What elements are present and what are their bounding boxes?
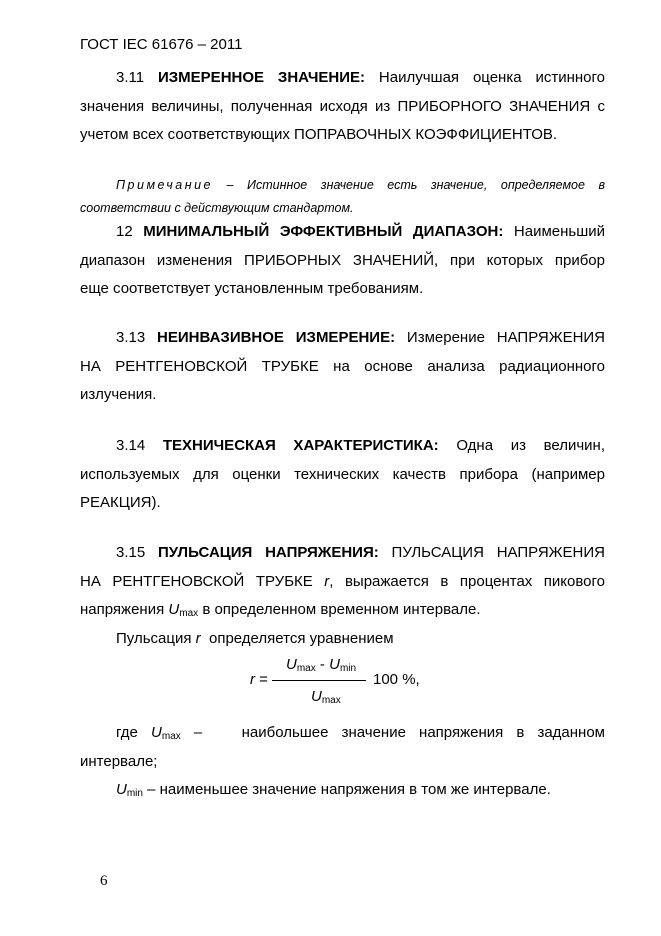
sub-min: min	[126, 788, 143, 799]
var-u: U	[168, 601, 180, 618]
var-r: r	[324, 572, 330, 590]
sub-max: max	[296, 663, 316, 674]
definition-text: ПУЛЬСАЦИЯ НАПРЯЖЕНИЯ	[391, 544, 605, 561]
section-3-15-line-4	[80, 625, 605, 654]
var-u: U	[151, 724, 162, 741]
var-u: U	[116, 781, 127, 798]
section-3-14	[80, 432, 605, 518]
where-line-3	[80, 776, 605, 805]
section-number: 3.13	[116, 329, 146, 346]
sub-min: min	[339, 663, 357, 674]
section-3-13-line-2: НА РЕНТГЕНОВСКОЙ ТРУБКЕ на основе анализа радиационного	[80, 357, 605, 375]
section-3-12-line-3: еще соответствует установленным требованиям.	[80, 280, 424, 297]
text: определяется уравнением	[208, 629, 394, 647]
note-line-2: соответствии с действующим стандартом.	[80, 201, 354, 215]
sub-max: max	[161, 731, 181, 742]
where-line-2: интервале;	[80, 752, 158, 770]
var-u: U	[311, 688, 322, 705]
var-r: r	[195, 629, 201, 647]
text: , выражается в процентах пикового	[329, 572, 605, 590]
section-3-15-line-3	[80, 596, 605, 625]
note	[80, 174, 605, 220]
text: НА РЕНТГЕНОВСКОЙ ТРУБКЕ	[80, 572, 313, 590]
section-3-13	[80, 324, 605, 410]
section-number: 3.14	[116, 437, 146, 454]
section-3-15-line-2	[80, 568, 605, 597]
term-min-effective-range: МИНИМАЛЬНЫЙ ЭФФЕКТИВНЫЙ ДИАПАЗОН:	[143, 223, 504, 240]
term-voltage-ripple: ПУЛЬСАЦИЯ НАПРЯЖЕНИЯ:	[158, 544, 379, 561]
text: в определенном временном интервале.	[202, 601, 481, 618]
section-3-11	[80, 64, 605, 150]
definition-text: Измерение НАПРЯЖЕНИЯ	[406, 329, 606, 346]
term-technical-characteristic: ТЕХНИЧЕСКАЯ ХАРАКТЕРИСТИКА:	[162, 437, 439, 454]
var-r: r	[250, 671, 255, 688]
text: где	[116, 724, 138, 741]
definition-text: Наилучшая оценка истинного	[378, 69, 605, 86]
dash: –	[193, 724, 203, 741]
sub-max: max	[179, 608, 199, 619]
fraction-bar	[272, 680, 366, 681]
note-label: Примечание	[116, 178, 213, 192]
term-measured-value: ИЗМЕРЕННОЕ ЗНАЧЕНИЕ:	[158, 69, 366, 86]
document-header: ГОСТ IEC 61676 – 2011	[80, 36, 243, 53]
formula-numerator	[286, 656, 356, 674]
section-3-13-line-3: излучения.	[80, 386, 157, 403]
note-text: – Истинное значение есть значение, определяемое в	[226, 178, 605, 192]
text: напряжения	[80, 601, 165, 618]
section-3-13-line-1	[80, 324, 605, 353]
section-3-11-line-3: учетом всех соответствующих ПОПРАВОЧНЫХ КОЭФФИЦИЕНТОВ.	[80, 126, 558, 143]
where-line-1	[80, 719, 605, 748]
sub-max: max	[321, 695, 341, 706]
page-number: 6	[100, 873, 108, 889]
var-u: U	[329, 656, 340, 673]
text: наибольшее значение напряжения в заданном	[241, 724, 605, 741]
section-3-11-line-1	[80, 64, 605, 93]
section-number: 3.11	[116, 69, 145, 86]
section-3-12-line-2: диапазон изменения ПРИБОРНЫХ ЗНАЧЕНИЙ, при которых прибор	[80, 251, 605, 269]
definition-text: Одна из величин,	[456, 437, 606, 454]
where-block	[80, 719, 605, 805]
section-3-15-line-1	[80, 539, 605, 568]
section-3-15	[80, 539, 605, 653]
minus: -	[315, 656, 330, 673]
section-3-14-line-1	[80, 432, 605, 461]
section-number: 12	[116, 223, 133, 240]
section-3-14-line-2: используемых для оценки технических качеств прибора (например	[80, 465, 605, 483]
term-noninvasive-measurement: НЕИНВАЗИВНОЕ ИЗМЕРЕНИЕ:	[157, 329, 396, 346]
section-number: 3.15	[116, 544, 146, 561]
note-line-1	[80, 174, 605, 197]
formula-lhs: r =	[250, 671, 268, 688]
section-3-11-line-2: значения величины, полученная исходя из ПРИБОРНОГО ЗНАЧЕНИЯ с	[80, 97, 605, 115]
u-max-symbol	[151, 724, 181, 741]
text: – наименьшее значение напряжения в том же интервале.	[147, 781, 551, 798]
section-3-12	[80, 218, 605, 304]
formula-denominator	[311, 688, 341, 706]
section-3-14-line-3: РЕАКЦИЯ).	[80, 494, 161, 511]
formula-factor: 100 %,	[373, 671, 420, 688]
definition-text: Наименьший	[513, 223, 605, 240]
text: Пульсация	[116, 629, 192, 647]
section-3-12-line-1	[80, 218, 605, 247]
var-u: U	[286, 656, 297, 673]
